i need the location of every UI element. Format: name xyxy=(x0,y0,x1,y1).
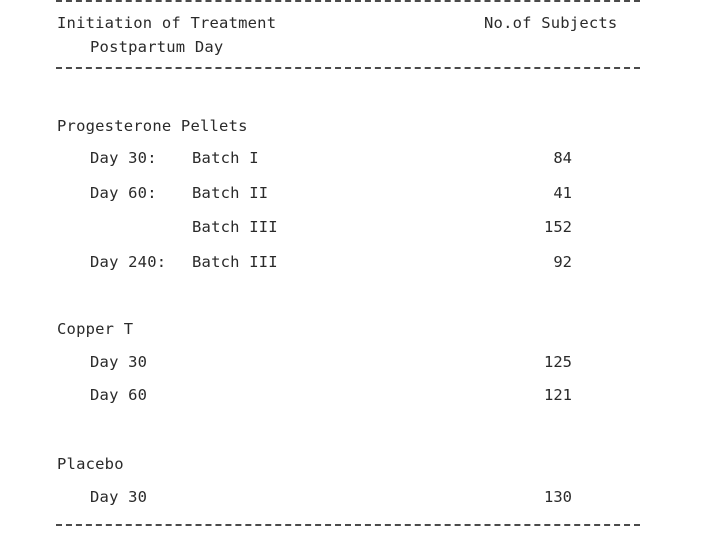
group-title-copper-t: Copper T xyxy=(57,320,134,338)
row-subjects-count: 92 xyxy=(553,253,572,271)
row-subjects-count: 84 xyxy=(553,149,572,167)
group-title-placebo: Placebo xyxy=(57,455,124,473)
row-subjects-count: 121 xyxy=(544,386,572,404)
row-day-label: Day 60: xyxy=(90,184,157,202)
row-day-label: Day 60 xyxy=(90,386,148,404)
row-day-label: Day 240: xyxy=(90,253,167,271)
row-day-label: Day 30 xyxy=(90,488,148,506)
row-batch-label: Batch II xyxy=(192,184,269,202)
row-subjects-count: 125 xyxy=(544,353,572,371)
header-initiation-of-treatment: Initiation of Treatment xyxy=(57,14,277,32)
header-postpartum-day: Postpartum Day xyxy=(90,38,224,56)
bottom-rule xyxy=(56,524,640,526)
top-rule xyxy=(56,0,640,2)
row-batch-label: Batch I xyxy=(192,149,259,167)
row-day-label: Day 30 xyxy=(90,353,148,371)
row-day-label: Day 30: xyxy=(90,149,157,167)
row-subjects-count: 41 xyxy=(553,184,572,202)
header-number-of-subjects: No.of Subjects xyxy=(484,14,618,32)
row-subjects-count: 152 xyxy=(544,218,572,236)
row-batch-label: Batch III xyxy=(192,253,278,271)
row-batch-label: Batch III xyxy=(192,218,278,236)
group-title-progesterone-pellets: Progesterone Pellets xyxy=(57,117,248,135)
row-subjects-count: 130 xyxy=(544,488,572,506)
header-rule xyxy=(56,67,640,69)
